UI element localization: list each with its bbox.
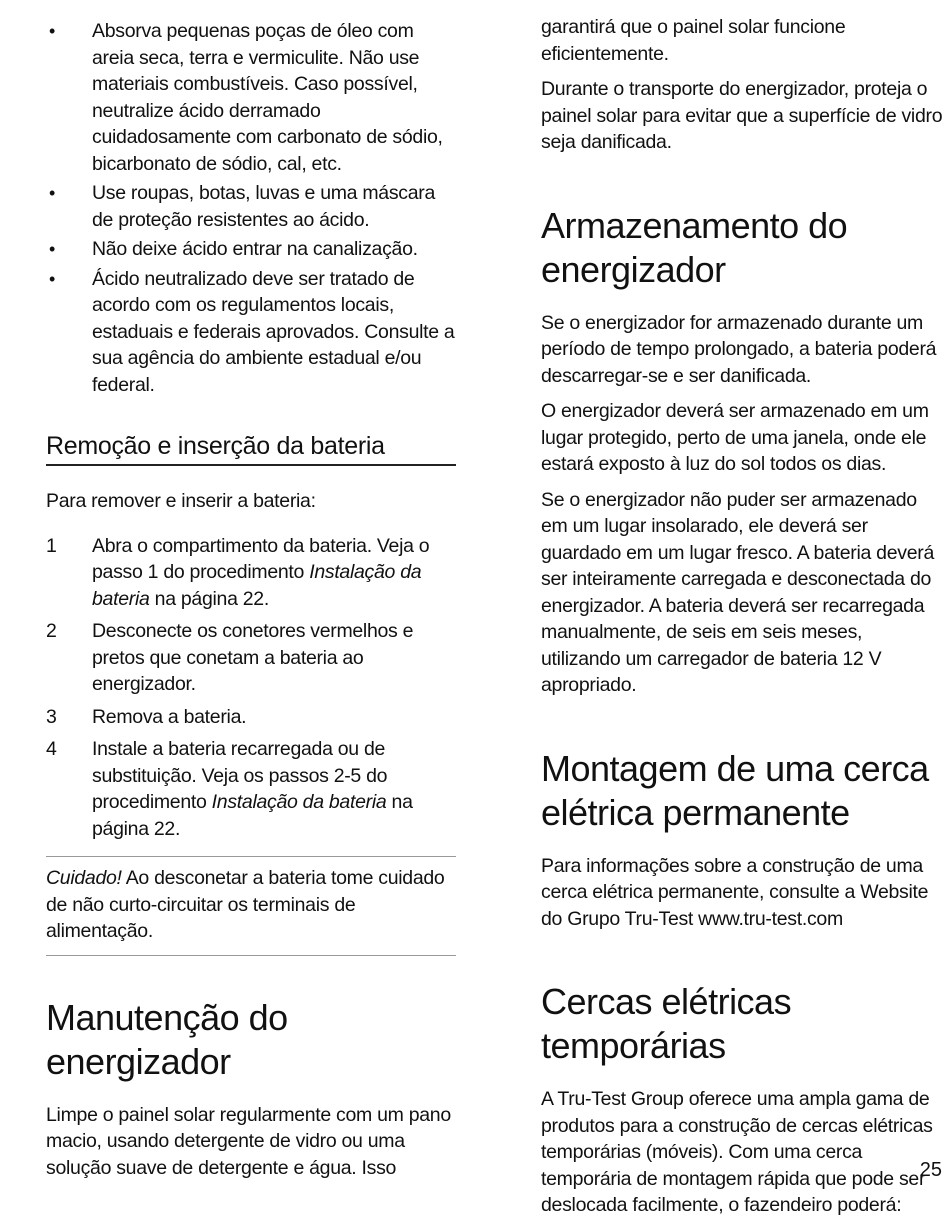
step-number: 1 — [46, 534, 57, 557]
bullet-icon: • — [48, 268, 55, 289]
temporary-fence-text: A Tru-Test Group oferece uma ampla gama de produtos para a construção de cercas elétricas temporárias (móveis). Com uma cerca temporária de montagem rápida que pode ser deslocada facilmente, o fazendeiro poderá: — [541, 1088, 933, 1216]
list-item: • Absorva pequenas poças de óleo com areia seca, terra e vermiculite. Não use materiais combustíveis. Caso possível, neutralize ácido derramado cuidadosamente com carbonato de sódio, bicarbonato de sódio, cal, etc. — [46, 18, 456, 177]
maintenance-heading: Manutenção do energizador — [46, 996, 288, 1082]
caution-note — [46, 856, 456, 956]
caution-text: Ao desconetar a bateria tome cuidado de não curto-circuitar os terminais de alimentação. — [46, 867, 445, 942]
maintenance-text: Limpe o painel solar regularmente com um pano macio, usando detergente de vidro ou uma solução suave de detergente e água. Isso — [46, 1103, 451, 1179]
maintenance-continued-text: garantirá que o painel solar funcione eficientemente. — [541, 16, 846, 65]
bullet-icon: • — [48, 239, 55, 259]
step-item: 3 Remova a bateria. — [46, 704, 456, 731]
list-item: • Use roupas, botas, luvas e uma máscara de proteção resistentes ao ácido. — [46, 180, 456, 233]
battery-steps-list — [46, 533, 456, 843]
storage-paragraph: O energizador deverá ser armazenado em um lugar protegido, perto de uma janela, onde ele estará exposto à luz do sol todos os dias. — [541, 400, 929, 475]
step-item: 4 Instale a bateria recarregada ou de substituição. Veja os passos 2-5 do procedimento Instalação da bateria na página 22. — [46, 738, 413, 840]
transport-text: Durante o transporte do energizador, proteja o painel solar para evitar que a superfície de vidro seja danificada. — [541, 78, 943, 153]
step-item: 1 Abra o compartimento da bateria. Veja o passo 1 do procedimento Instalação da bateria na página 22. — [46, 534, 430, 610]
page-number: 25 — [919, 1159, 942, 1181]
step-item: 2 Desconecte os conetores vermelhos e pretos que conetam a bateria ao energizador. — [46, 620, 414, 695]
left-column — [46, 14, 456, 1181]
safety-bullet-list — [46, 18, 456, 398]
right-column — [541, 14, 945, 1228]
caution-label: Cuidado! — [46, 867, 122, 889]
bullet-icon: • — [48, 183, 55, 203]
battery-section-heading: Remoção e inserção da bateria — [46, 432, 456, 466]
list-item: • Ácido neutralizado deve ser tratado de acordo com os regulamentos locais, estaduais e federais aprovados. Consulte a sua agência do ambiente estadual e/ou federal. — [46, 266, 456, 399]
step-number: 2 — [46, 620, 57, 642]
temporary-fence-heading: Cercas elétricas temporárias — [541, 981, 792, 1066]
storage-paragraph: Se o energizador não puder ser armazenado em um lugar insolarado, ele deverá ser guardado em um lugar fresco. A bateria deverá ser inteiramente carregada e desconectada do energizador. A bateria deverá ser recarregada manualmente, de seis em seis meses, utilizando um carregador de bateria 12 V apropriado. — [541, 488, 934, 696]
list-item: • Não deixe ácido entrar na canalização. — [46, 236, 456, 263]
step-number: 4 — [46, 738, 57, 760]
battery-intro: Para remover e inserir a bateria: — [46, 490, 316, 512]
permanent-fence-text: Para informações sobre a construção de uma cerca elétrica permanente, consulte a Website do Grupo Tru-Test www.tru-test.com — [541, 854, 929, 930]
bullet-icon: • — [48, 21, 55, 41]
storage-paragraph: Se o energizador for armazenado durante um período de tempo prolongado, a bateria poderá descarregar-se e ser danificada. — [541, 311, 937, 387]
storage-heading: Armazenamento do energizador — [541, 204, 848, 290]
permanent-fence-heading: Montagem de uma cerca elétrica permanente — [541, 747, 929, 833]
step-number: 3 — [46, 705, 57, 728]
